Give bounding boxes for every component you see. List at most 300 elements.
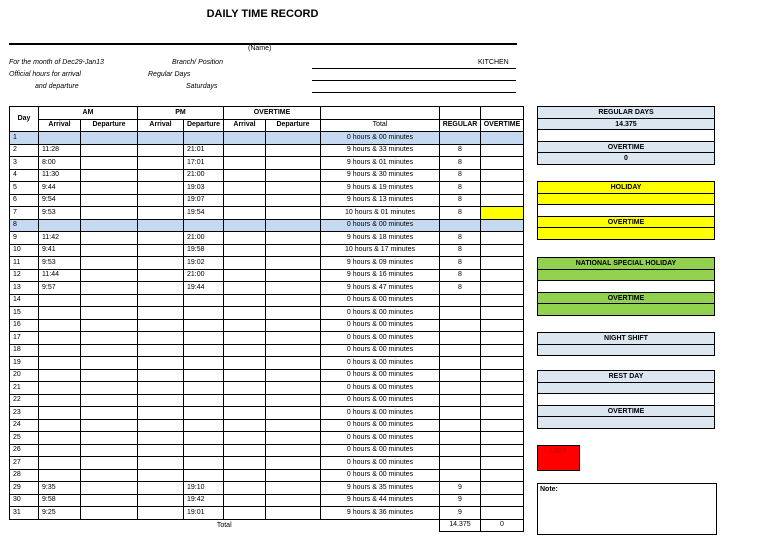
ot-departure-cell[interactable] (266, 282, 321, 295)
regular-cell[interactable]: 9 (440, 507, 481, 520)
pm-departure-cell[interactable]: 17:01 (184, 157, 224, 170)
pm-arrival-cell[interactable] (138, 169, 184, 182)
total-cell[interactable]: 0 hours & 00 minutes (321, 294, 440, 307)
overtime-cell[interactable] (481, 357, 524, 370)
pm-arrival-cell[interactable] (138, 432, 184, 445)
pm-arrival-cell[interactable] (138, 482, 184, 495)
pm-departure-cell[interactable]: 19:42 (184, 494, 224, 507)
am-departure-cell[interactable] (81, 307, 138, 320)
overtime-cell[interactable] (481, 307, 524, 320)
total-cell[interactable]: 0 hours & 00 minutes (321, 457, 440, 470)
ot-arrival-cell[interactable] (224, 407, 266, 420)
am-arrival-cell[interactable]: 9:54 (39, 194, 81, 207)
ot-departure-cell[interactable] (266, 369, 321, 382)
day-cell[interactable]: 15 (10, 307, 39, 320)
pm-arrival-cell[interactable] (138, 157, 184, 170)
ot-departure-cell[interactable] (266, 194, 321, 207)
ot-departure-cell[interactable] (266, 232, 321, 245)
ot-arrival-cell[interactable] (224, 257, 266, 270)
day-cell[interactable]: 18 (10, 344, 39, 357)
ot-departure-cell[interactable] (266, 144, 321, 157)
pm-departure-cell[interactable] (184, 432, 224, 445)
pm-arrival-cell[interactable] (138, 419, 184, 432)
ot-arrival-cell[interactable] (224, 369, 266, 382)
pm-arrival-cell[interactable] (138, 194, 184, 207)
ot-departure-cell[interactable] (266, 182, 321, 195)
regular-cell[interactable]: 8 (440, 157, 481, 170)
ot-arrival-cell[interactable] (224, 482, 266, 495)
day-cell[interactable]: 29 (10, 482, 39, 495)
total-cell[interactable]: 0 hours & 00 minutes (321, 419, 440, 432)
day-cell[interactable]: 6 (10, 194, 39, 207)
am-departure-cell[interactable] (81, 157, 138, 170)
total-cell[interactable]: 9 hours & 18 minutes (321, 232, 440, 245)
pm-departure-cell[interactable]: 19:58 (184, 244, 224, 257)
overtime-cell[interactable] (481, 344, 524, 357)
regular-cell[interactable] (440, 469, 481, 482)
am-departure-cell[interactable] (81, 244, 138, 257)
total-cell[interactable]: 9 hours & 01 minutes (321, 157, 440, 170)
am-departure-cell[interactable] (81, 144, 138, 157)
ot-arrival-cell[interactable] (224, 182, 266, 195)
overtime-cell[interactable] (481, 507, 524, 520)
day-cell[interactable]: 26 (10, 444, 39, 457)
am-arrival-cell[interactable] (39, 357, 81, 370)
day-cell[interactable]: 4 (10, 169, 39, 182)
ot-arrival-cell[interactable] (224, 157, 266, 170)
am-departure-cell[interactable] (81, 232, 138, 245)
overtime-cell[interactable] (481, 294, 524, 307)
am-departure-cell[interactable] (81, 219, 138, 232)
day-cell[interactable]: 12 (10, 269, 39, 282)
total-cell[interactable]: 9 hours & 35 minutes (321, 482, 440, 495)
day-cell[interactable]: 24 (10, 419, 39, 432)
ot-arrival-cell[interactable] (224, 382, 266, 395)
pm-departure-cell[interactable]: 19:07 (184, 194, 224, 207)
total-cell[interactable]: 0 hours & 00 minutes (321, 344, 440, 357)
total-cell[interactable]: 10 hours & 01 minutes (321, 207, 440, 220)
regular-cell[interactable]: 8 (440, 194, 481, 207)
total-cell[interactable]: 9 hours & 09 minutes (321, 257, 440, 270)
overtime-cell[interactable] (481, 444, 524, 457)
ot-departure-cell[interactable] (266, 294, 321, 307)
pm-departure-cell[interactable] (184, 419, 224, 432)
ot-departure-cell[interactable] (266, 207, 321, 220)
ot-departure-cell[interactable] (266, 394, 321, 407)
ot-arrival-cell[interactable] (224, 457, 266, 470)
regular-cell[interactable]: 9 (440, 494, 481, 507)
am-departure-cell[interactable] (81, 469, 138, 482)
am-arrival-cell[interactable] (39, 457, 81, 470)
regular-cell[interactable]: 8 (440, 182, 481, 195)
overtime-cell[interactable] (481, 232, 524, 245)
day-cell[interactable]: 30 (10, 494, 39, 507)
am-arrival-cell[interactable] (39, 432, 81, 445)
regular-cell[interactable]: 8 (440, 269, 481, 282)
am-arrival-cell[interactable]: 9:57 (39, 282, 81, 295)
am-arrival-cell[interactable] (39, 219, 81, 232)
am-arrival-cell[interactable]: 9:35 (39, 482, 81, 495)
day-cell[interactable]: 16 (10, 319, 39, 332)
total-cell[interactable]: 0 hours & 00 minutes (321, 332, 440, 345)
am-arrival-cell[interactable] (39, 307, 81, 320)
am-departure-cell[interactable] (81, 207, 138, 220)
ot-arrival-cell[interactable] (224, 232, 266, 245)
day-cell[interactable]: 17 (10, 332, 39, 345)
overtime-cell[interactable] (481, 319, 524, 332)
am-departure-cell[interactable] (81, 257, 138, 270)
overtime-cell[interactable] (481, 194, 524, 207)
pm-departure-cell[interactable]: 21:01 (184, 144, 224, 157)
am-arrival-cell[interactable] (39, 382, 81, 395)
am-arrival-cell[interactable] (39, 332, 81, 345)
ot-arrival-cell[interactable] (224, 469, 266, 482)
total-cell[interactable]: 0 hours & 00 minutes (321, 132, 440, 145)
ot-departure-cell[interactable] (266, 319, 321, 332)
total-cell[interactable]: 9 hours & 13 minutes (321, 194, 440, 207)
pm-departure-cell[interactable] (184, 307, 224, 320)
overtime-cell[interactable] (481, 132, 524, 145)
pm-arrival-cell[interactable] (138, 269, 184, 282)
am-arrival-cell[interactable]: 9:44 (39, 182, 81, 195)
ot-departure-cell[interactable] (266, 507, 321, 520)
overtime-cell[interactable] (481, 382, 524, 395)
pm-arrival-cell[interactable] (138, 232, 184, 245)
total-cell[interactable]: 9 hours & 33 minutes (321, 144, 440, 157)
am-departure-cell[interactable] (81, 182, 138, 195)
pm-arrival-cell[interactable] (138, 244, 184, 257)
pm-arrival-cell[interactable] (138, 294, 184, 307)
overtime-cell[interactable] (481, 494, 524, 507)
am-arrival-cell[interactable]: 11:42 (39, 232, 81, 245)
overtime-cell[interactable] (481, 482, 524, 495)
regular-cell[interactable] (440, 394, 481, 407)
ot-departure-cell[interactable] (266, 244, 321, 257)
pm-departure-cell[interactable]: 19:44 (184, 282, 224, 295)
ot-departure-cell[interactable] (266, 257, 321, 270)
overtime-cell[interactable] (481, 219, 524, 232)
overtime-cell[interactable] (481, 394, 524, 407)
am-arrival-cell[interactable]: 11:28 (39, 144, 81, 157)
pm-departure-cell[interactable] (184, 382, 224, 395)
overtime-cell[interactable] (481, 469, 524, 482)
pm-arrival-cell[interactable] (138, 494, 184, 507)
pm-arrival-cell[interactable] (138, 394, 184, 407)
pm-departure-cell[interactable]: 21:00 (184, 169, 224, 182)
pm-arrival-cell[interactable] (138, 344, 184, 357)
pm-arrival-cell[interactable] (138, 369, 184, 382)
total-cell[interactable]: 0 hours & 00 minutes (321, 219, 440, 232)
ot-arrival-cell[interactable] (224, 282, 266, 295)
am-arrival-cell[interactable] (39, 444, 81, 457)
pm-arrival-cell[interactable] (138, 357, 184, 370)
overtime-cell[interactable] (481, 169, 524, 182)
am-arrival-cell[interactable] (39, 369, 81, 382)
ot-arrival-cell[interactable] (224, 494, 266, 507)
ot-arrival-cell[interactable] (224, 307, 266, 320)
am-departure-cell[interactable] (81, 319, 138, 332)
pm-arrival-cell[interactable] (138, 407, 184, 420)
day-cell[interactable]: 1 (10, 132, 39, 145)
overtime-cell[interactable] (481, 282, 524, 295)
pm-departure-cell[interactable] (184, 457, 224, 470)
ot-arrival-cell[interactable] (224, 394, 266, 407)
ot-departure-cell[interactable] (266, 219, 321, 232)
total-cell[interactable]: 9 hours & 47 minutes (321, 282, 440, 295)
ot-departure-cell[interactable] (266, 494, 321, 507)
ot-arrival-cell[interactable] (224, 507, 266, 520)
am-departure-cell[interactable] (81, 132, 138, 145)
total-cell[interactable]: 0 hours & 00 minutes (321, 357, 440, 370)
pm-arrival-cell[interactable] (138, 332, 184, 345)
day-cell[interactable]: 25 (10, 432, 39, 445)
ot-departure-cell[interactable] (266, 157, 321, 170)
ot-arrival-cell[interactable] (224, 169, 266, 182)
am-arrival-cell[interactable]: 9:53 (39, 257, 81, 270)
am-departure-cell[interactable] (81, 444, 138, 457)
am-departure-cell[interactable] (81, 432, 138, 445)
day-cell[interactable]: 14 (10, 294, 39, 307)
pm-arrival-cell[interactable] (138, 507, 184, 520)
pm-departure-cell[interactable] (184, 444, 224, 457)
am-departure-cell[interactable] (81, 369, 138, 382)
am-departure-cell[interactable] (81, 394, 138, 407)
regular-cell[interactable] (440, 332, 481, 345)
regular-cell[interactable] (440, 369, 481, 382)
day-cell[interactable]: 2 (10, 144, 39, 157)
pm-departure-cell[interactable] (184, 332, 224, 345)
am-departure-cell[interactable] (81, 269, 138, 282)
am-arrival-cell[interactable]: 9:58 (39, 494, 81, 507)
total-cell[interactable]: 9 hours & 19 minutes (321, 182, 440, 195)
regular-cell[interactable]: 9 (440, 482, 481, 495)
total-cell[interactable]: 0 hours & 00 minutes (321, 444, 440, 457)
ot-departure-cell[interactable] (266, 344, 321, 357)
day-cell[interactable]: 28 (10, 469, 39, 482)
regular-cell[interactable] (440, 457, 481, 470)
am-departure-cell[interactable] (81, 344, 138, 357)
am-arrival-cell[interactable] (39, 419, 81, 432)
pm-departure-cell[interactable] (184, 294, 224, 307)
regular-cell[interactable] (440, 294, 481, 307)
day-cell[interactable]: 11 (10, 257, 39, 270)
day-cell[interactable]: 5 (10, 182, 39, 195)
ot-departure-cell[interactable] (266, 457, 321, 470)
ot-departure-cell[interactable] (266, 307, 321, 320)
total-cell[interactable]: 0 hours & 00 minutes (321, 394, 440, 407)
ot-arrival-cell[interactable] (224, 357, 266, 370)
day-cell[interactable]: 23 (10, 407, 39, 420)
total-cell[interactable]: 0 hours & 00 minutes (321, 382, 440, 395)
regular-cell[interactable] (440, 444, 481, 457)
am-departure-cell[interactable] (81, 169, 138, 182)
pm-departure-cell[interactable] (184, 357, 224, 370)
am-arrival-cell[interactable] (39, 344, 81, 357)
am-arrival-cell[interactable]: 9:25 (39, 507, 81, 520)
ot-arrival-cell[interactable] (224, 194, 266, 207)
pm-arrival-cell[interactable] (138, 457, 184, 470)
day-cell[interactable]: 22 (10, 394, 39, 407)
am-arrival-cell[interactable]: 9:41 (39, 244, 81, 257)
am-arrival-cell[interactable] (39, 319, 81, 332)
am-arrival-cell[interactable]: 11:44 (39, 269, 81, 282)
am-departure-cell[interactable] (81, 282, 138, 295)
am-arrival-cell[interactable] (39, 469, 81, 482)
overtime-cell[interactable] (481, 419, 524, 432)
am-departure-cell[interactable] (81, 407, 138, 420)
day-cell[interactable]: 27 (10, 457, 39, 470)
pm-departure-cell[interactable] (184, 394, 224, 407)
pm-departure-cell[interactable] (184, 407, 224, 420)
ot-departure-cell[interactable] (266, 432, 321, 445)
regular-cell[interactable] (440, 307, 481, 320)
regular-cell[interactable] (440, 319, 481, 332)
ot-departure-cell[interactable] (266, 132, 321, 145)
am-arrival-cell[interactable]: 11:30 (39, 169, 81, 182)
overtime-cell[interactable] (481, 407, 524, 420)
pm-arrival-cell[interactable] (138, 144, 184, 157)
total-cell[interactable]: 9 hours & 16 minutes (321, 269, 440, 282)
day-cell[interactable]: 7 (10, 207, 39, 220)
regular-cell[interactable] (440, 132, 481, 145)
day-cell[interactable]: 8 (10, 219, 39, 232)
ot-arrival-cell[interactable] (224, 344, 266, 357)
ot-departure-cell[interactable] (266, 444, 321, 457)
am-departure-cell[interactable] (81, 457, 138, 470)
total-cell[interactable]: 0 hours & 00 minutes (321, 469, 440, 482)
overtime-cell[interactable] (481, 257, 524, 270)
overtime-cell[interactable] (481, 207, 524, 220)
ot-arrival-cell[interactable] (224, 269, 266, 282)
total-cell[interactable]: 9 hours & 36 minutes (321, 507, 440, 520)
am-departure-cell[interactable] (81, 357, 138, 370)
note-box[interactable] (537, 483, 717, 535)
total-cell[interactable]: 0 hours & 00 minutes (321, 432, 440, 445)
pm-departure-cell[interactable]: 19:54 (184, 207, 224, 220)
pm-arrival-cell[interactable] (138, 469, 184, 482)
overtime-cell[interactable] (481, 157, 524, 170)
ot-arrival-cell[interactable] (224, 444, 266, 457)
am-departure-cell[interactable] (81, 507, 138, 520)
overtime-cell[interactable] (481, 269, 524, 282)
am-departure-cell[interactable] (81, 294, 138, 307)
ot-departure-cell[interactable] (266, 407, 321, 420)
regular-cell[interactable] (440, 219, 481, 232)
am-departure-cell[interactable] (81, 194, 138, 207)
am-arrival-cell[interactable] (39, 294, 81, 307)
am-departure-cell[interactable] (81, 494, 138, 507)
am-arrival-cell[interactable] (39, 132, 81, 145)
day-cell[interactable]: 19 (10, 357, 39, 370)
day-cell[interactable]: 20 (10, 369, 39, 382)
pm-arrival-cell[interactable] (138, 132, 184, 145)
regular-cell[interactable]: 8 (440, 144, 481, 157)
ot-arrival-cell[interactable] (224, 219, 266, 232)
regular-cell[interactable] (440, 432, 481, 445)
day-cell[interactable]: 21 (10, 382, 39, 395)
overtime-cell[interactable] (481, 432, 524, 445)
ot-arrival-cell[interactable] (224, 432, 266, 445)
pm-departure-cell[interactable] (184, 319, 224, 332)
total-cell[interactable]: 0 hours & 00 minutes (321, 319, 440, 332)
am-arrival-cell[interactable]: 8:00 (39, 157, 81, 170)
overtime-cell[interactable] (481, 369, 524, 382)
total-cell[interactable]: 9 hours & 30 minutes (321, 169, 440, 182)
regular-cell[interactable]: 8 (440, 207, 481, 220)
total-cell[interactable]: 0 hours & 00 minutes (321, 307, 440, 320)
overtime-cell[interactable] (481, 457, 524, 470)
am-departure-cell[interactable] (81, 419, 138, 432)
ot-arrival-cell[interactable] (224, 332, 266, 345)
pm-departure-cell[interactable] (184, 369, 224, 382)
pm-arrival-cell[interactable] (138, 319, 184, 332)
day-cell[interactable]: 9 (10, 232, 39, 245)
ot-departure-cell[interactable] (266, 357, 321, 370)
am-arrival-cell[interactable]: 9:53 (39, 207, 81, 220)
pm-departure-cell[interactable]: 19:03 (184, 182, 224, 195)
ot-arrival-cell[interactable] (224, 419, 266, 432)
overtime-cell[interactable] (481, 144, 524, 157)
regular-cell[interactable] (440, 407, 481, 420)
pm-arrival-cell[interactable] (138, 207, 184, 220)
am-departure-cell[interactable] (81, 482, 138, 495)
pm-departure-cell[interactable]: 19:02 (184, 257, 224, 270)
ot-departure-cell[interactable] (266, 419, 321, 432)
ot-arrival-cell[interactable] (224, 294, 266, 307)
pm-departure-cell[interactable] (184, 469, 224, 482)
day-cell[interactable]: 31 (10, 507, 39, 520)
day-cell[interactable]: 3 (10, 157, 39, 170)
ot-arrival-cell[interactable] (224, 244, 266, 257)
overtime-cell[interactable] (481, 182, 524, 195)
am-departure-cell[interactable] (81, 382, 138, 395)
regular-cell[interactable] (440, 382, 481, 395)
pm-arrival-cell[interactable] (138, 219, 184, 232)
pm-arrival-cell[interactable] (138, 382, 184, 395)
ot-departure-cell[interactable] (266, 482, 321, 495)
pm-arrival-cell[interactable] (138, 444, 184, 457)
overtime-cell[interactable] (481, 244, 524, 257)
pm-arrival-cell[interactable] (138, 282, 184, 295)
pm-arrival-cell[interactable] (138, 307, 184, 320)
ot-departure-cell[interactable] (266, 382, 321, 395)
pm-departure-cell[interactable]: 21:00 (184, 269, 224, 282)
ot-departure-cell[interactable] (266, 169, 321, 182)
ot-arrival-cell[interactable] (224, 144, 266, 157)
day-cell[interactable]: 13 (10, 282, 39, 295)
regular-cell[interactable]: 8 (440, 244, 481, 257)
regular-cell[interactable]: 8 (440, 257, 481, 270)
total-cell[interactable]: 9 hours & 44 minutes (321, 494, 440, 507)
ot-departure-cell[interactable] (266, 269, 321, 282)
pm-departure-cell[interactable]: 19:01 (184, 507, 224, 520)
day-cell[interactable]: 10 (10, 244, 39, 257)
pm-departure-cell[interactable]: 19:10 (184, 482, 224, 495)
regular-cell[interactable] (440, 419, 481, 432)
ot-arrival-cell[interactable] (224, 207, 266, 220)
regular-cell[interactable]: 8 (440, 232, 481, 245)
pm-arrival-cell[interactable] (138, 257, 184, 270)
pm-departure-cell[interactable] (184, 344, 224, 357)
pm-departure-cell[interactable] (184, 219, 224, 232)
am-arrival-cell[interactable] (39, 394, 81, 407)
ot-arrival-cell[interactable] (224, 132, 266, 145)
regular-cell[interactable]: 8 (440, 282, 481, 295)
pm-arrival-cell[interactable] (138, 182, 184, 195)
ot-arrival-cell[interactable] (224, 319, 266, 332)
total-cell[interactable]: 10 hours & 17 minutes (321, 244, 440, 257)
pm-departure-cell[interactable] (184, 132, 224, 145)
